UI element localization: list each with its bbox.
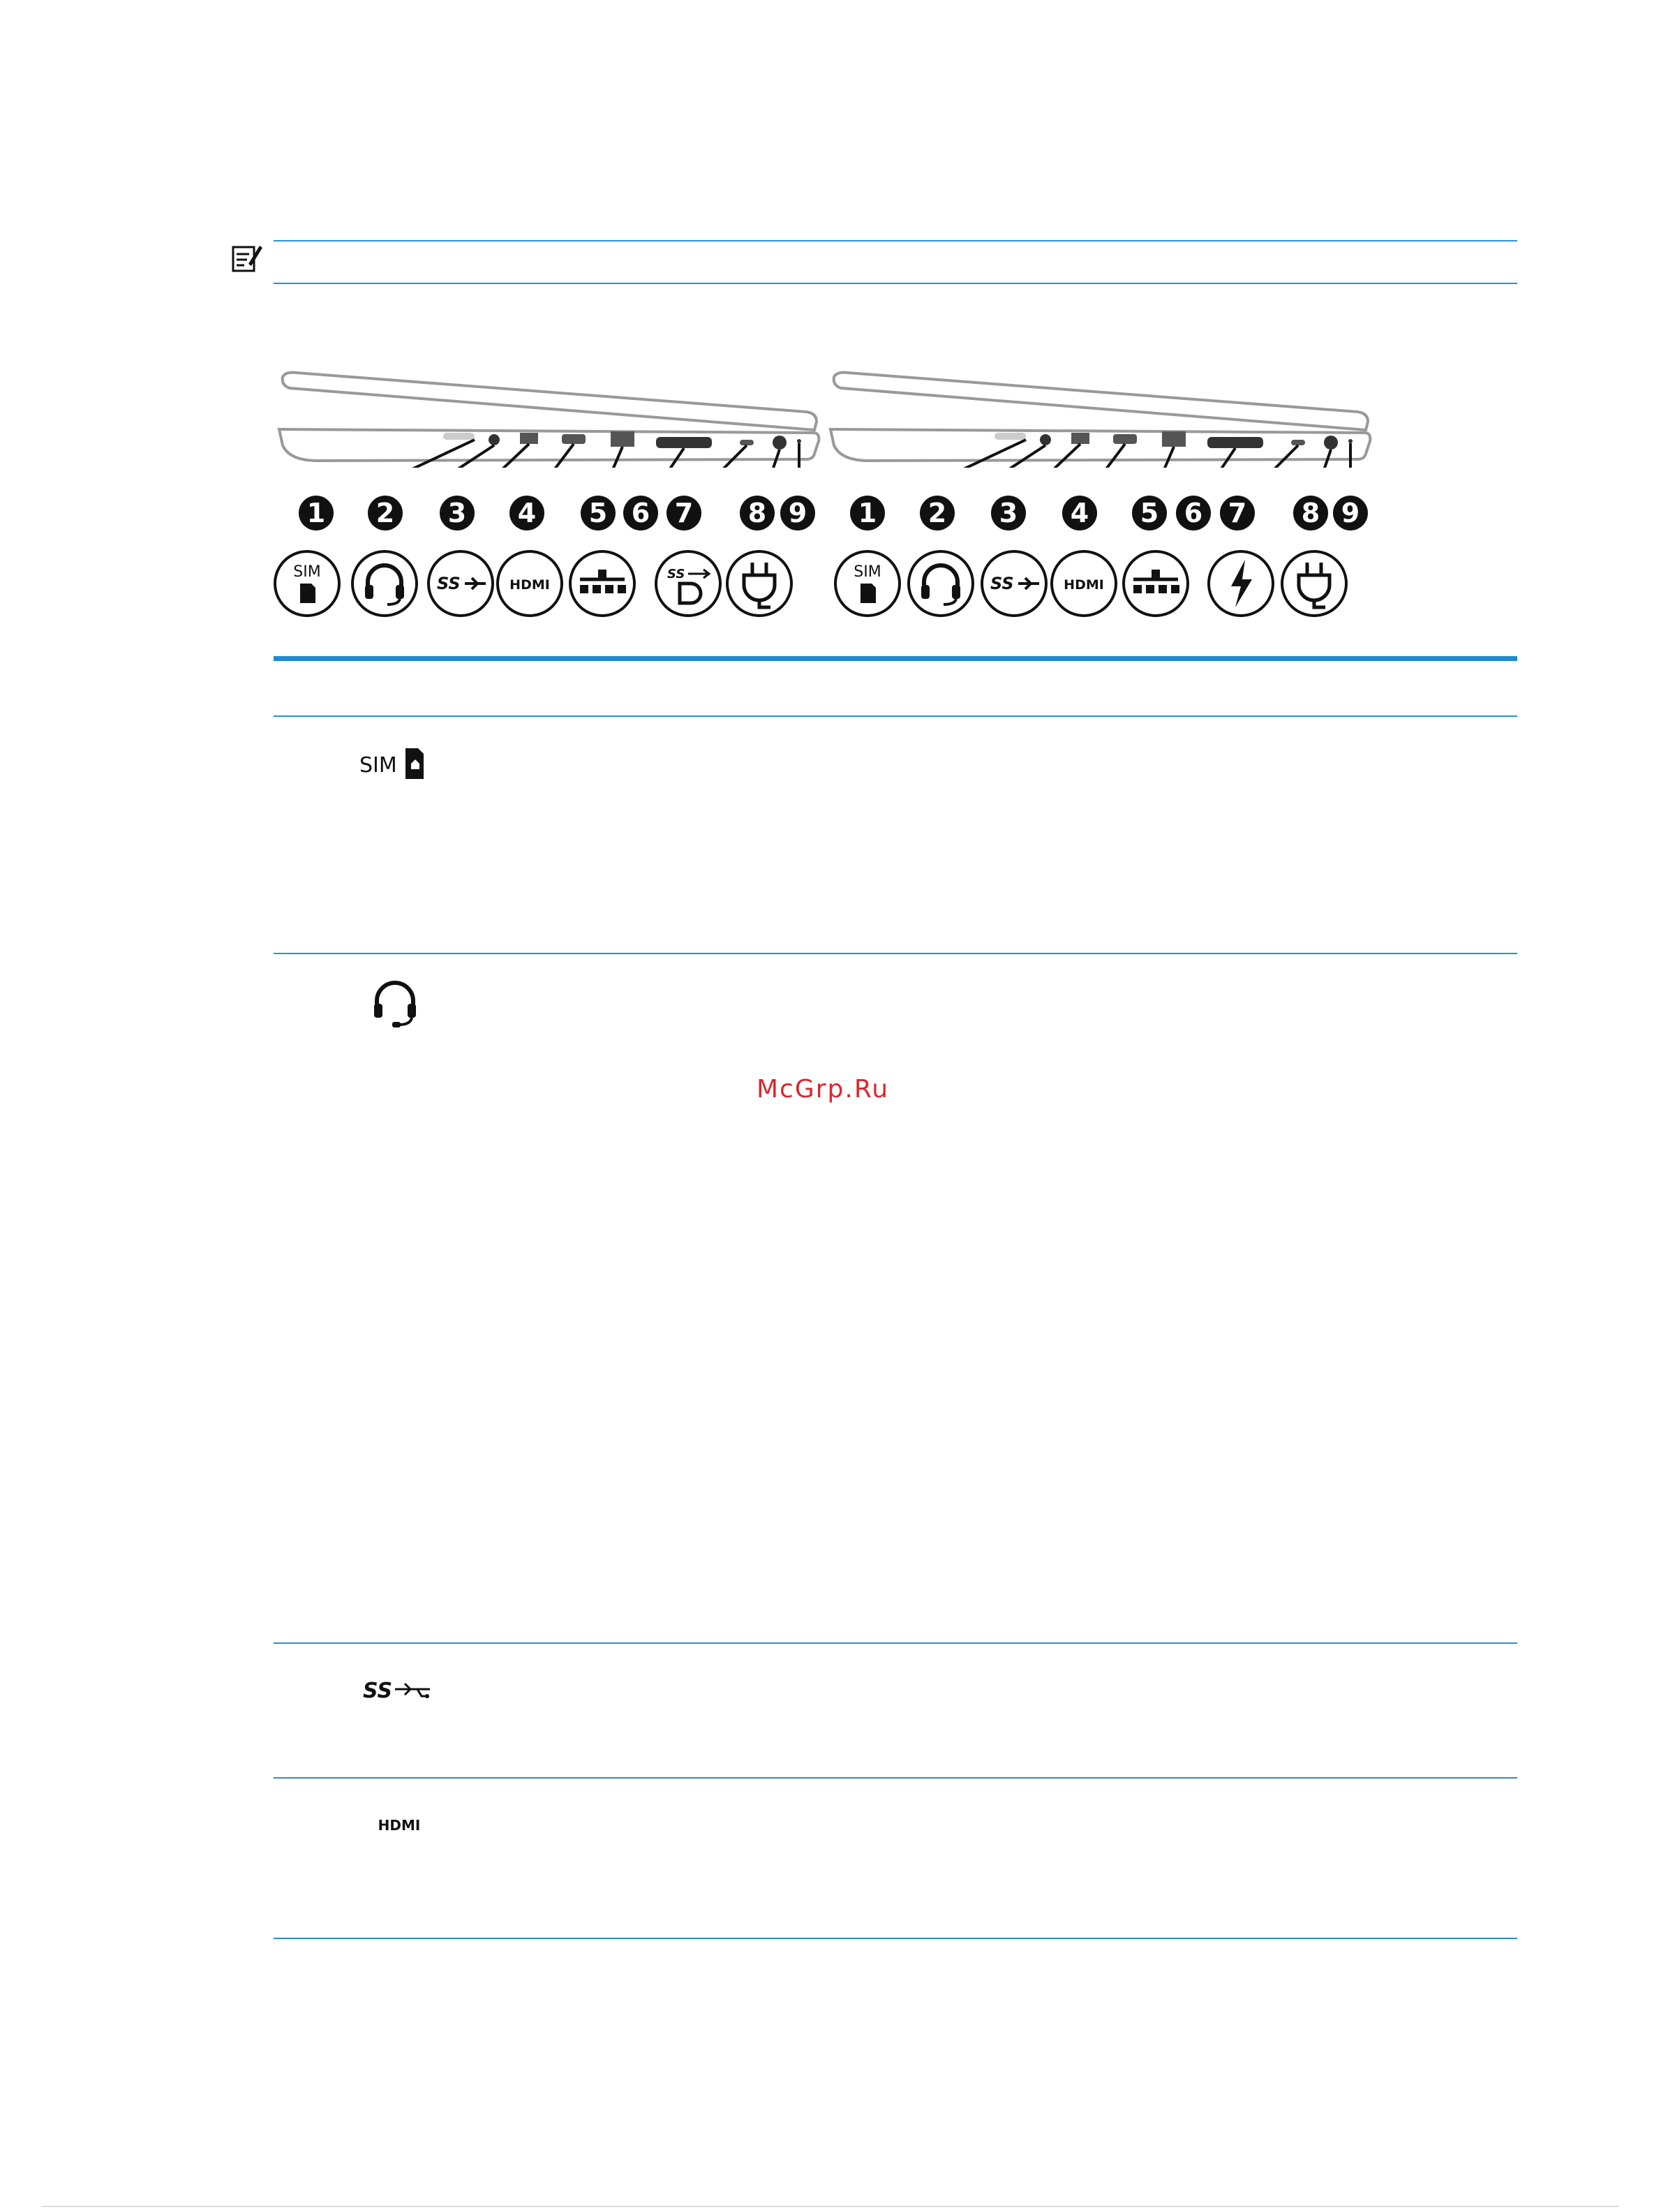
laptop-left-side-illustration: [276, 363, 827, 468]
callout-4-left: 4: [509, 496, 544, 530]
svg-text:HDMI: HDMI: [1064, 577, 1104, 593]
callout-6-right: 6: [1176, 496, 1211, 530]
note-top-rule: [274, 240, 1517, 242]
headset-icon: [907, 550, 974, 617]
svg-text:SS: SS: [990, 574, 1014, 593]
hdmi-icon: [1050, 550, 1117, 617]
note-icon: [230, 242, 264, 274]
callout-2-left: 2: [368, 496, 403, 530]
svg-text:SS: SS: [437, 574, 461, 593]
footer-line: [42, 2206, 1619, 2207]
table-header-bottom-rule: [274, 715, 1517, 717]
callout-8-left: 8: [740, 496, 775, 530]
thunderbolt-icon: [1207, 550, 1274, 617]
svg-text:SS: SS: [363, 1679, 393, 1703]
power-icon: [1281, 550, 1348, 617]
callout-5-left: 5: [581, 496, 616, 530]
callout-1-left: 1: [299, 496, 334, 530]
svg-text:SIM: SIM: [293, 563, 321, 581]
table-row-divider-2: [274, 1642, 1517, 1644]
callout-8-right: 8: [1293, 496, 1328, 530]
sim-icon: [359, 745, 429, 780]
callout-1-right: 1: [850, 496, 885, 530]
callout-2-right: 2: [920, 496, 955, 530]
laptop-right-side-illustration: [827, 363, 1378, 468]
sim-icon: [274, 550, 341, 617]
hdmi-icon: [496, 550, 563, 617]
headset-icon: [351, 550, 418, 617]
table-header-top-rule: [274, 656, 1517, 661]
headset-icon: [367, 974, 423, 1030]
svg-text:HDMI: HDMI: [378, 1817, 421, 1834]
usb-superspeed-displayport-icon: [655, 550, 722, 617]
svg-text:SIM: SIM: [854, 563, 881, 581]
svg-text:HDMI: HDMI: [509, 577, 550, 593]
ethernet-icon: [1122, 550, 1189, 617]
callout-7-right: 7: [1220, 496, 1255, 530]
svg-text:SIM: SIM: [359, 753, 397, 778]
hdmi-icon: [364, 1815, 434, 1836]
sim-icon: [834, 550, 901, 617]
note-bottom-rule: [274, 283, 1517, 284]
callout-9-left: 9: [780, 496, 815, 530]
callout-4-right: 4: [1062, 496, 1097, 530]
callout-3-right: 3: [991, 496, 1026, 530]
callout-3-left: 3: [440, 496, 475, 530]
callout-6-left: 6: [623, 496, 658, 530]
table-bottom-rule: [274, 1938, 1517, 1939]
callout-7-left: 7: [666, 496, 701, 530]
table-row-divider-1: [274, 953, 1517, 954]
svg-text:SS: SS: [667, 567, 685, 581]
power-icon: [726, 550, 793, 617]
watermark: McGrp.Ru: [757, 1075, 890, 1104]
usb-superspeed-icon: [427, 550, 494, 617]
usb-superspeed-icon: [981, 550, 1048, 617]
callout-5-right: 5: [1132, 496, 1167, 530]
callout-9-right: 9: [1333, 496, 1368, 530]
ethernet-icon: [569, 550, 636, 617]
table-row-divider-3: [274, 1777, 1517, 1779]
usb-superspeed-icon: [363, 1675, 433, 1703]
